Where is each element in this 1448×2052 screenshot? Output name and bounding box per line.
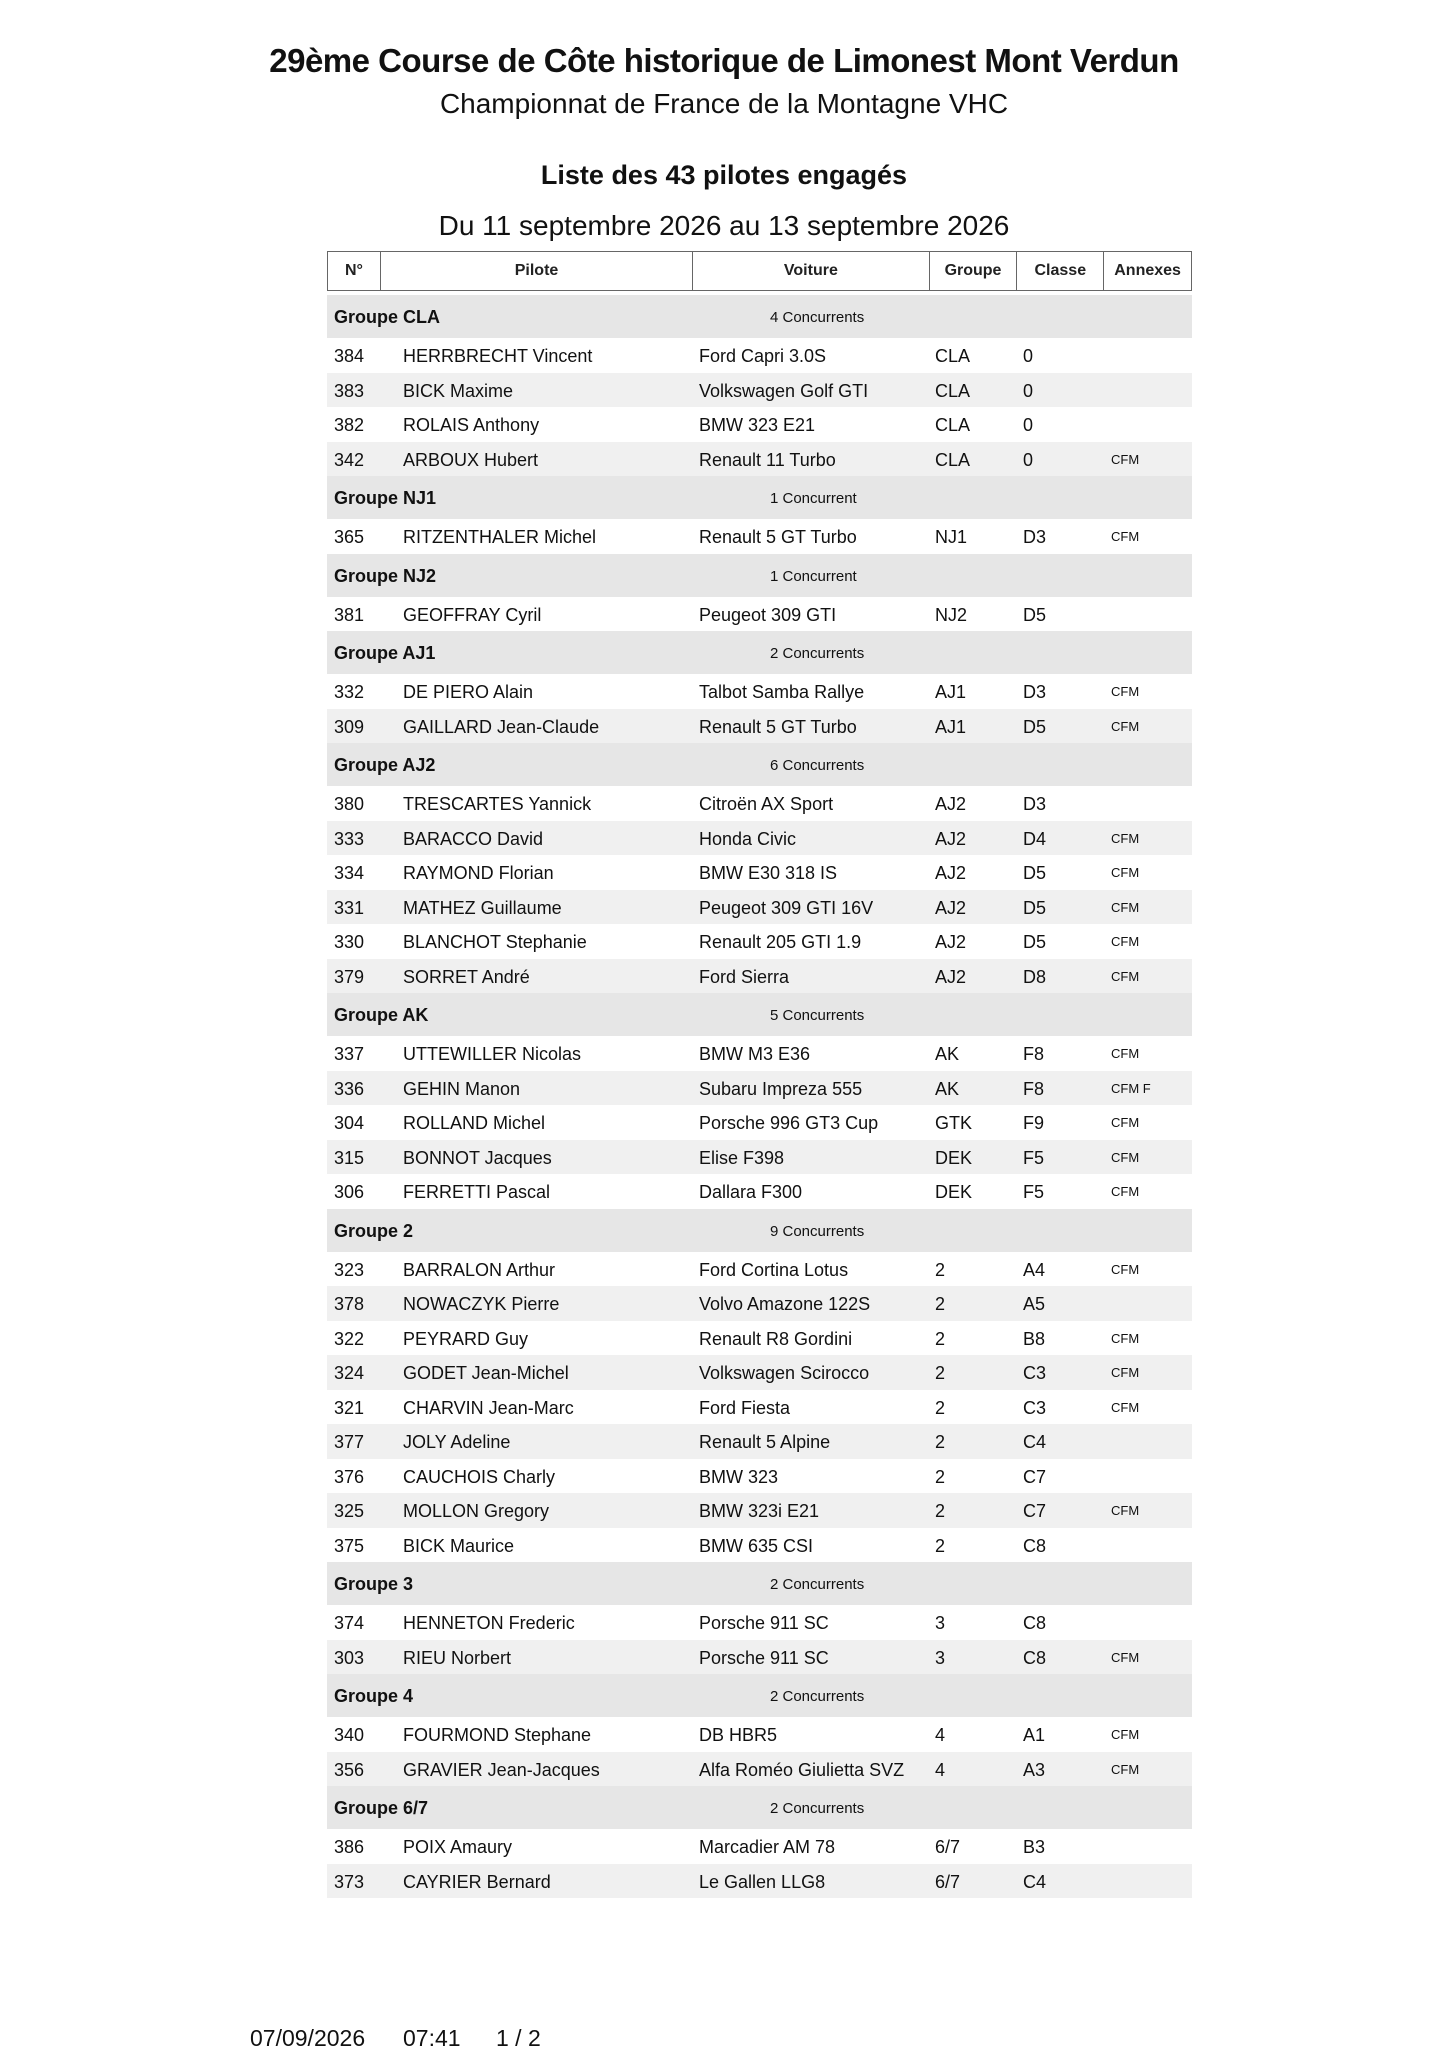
entry-annexes: CFM	[1111, 968, 1140, 984]
entry-group: AJ2	[935, 932, 967, 952]
entry-class: A1	[1023, 1725, 1046, 1745]
entry-annexes: CFM	[1111, 718, 1140, 734]
entry-number: 331	[334, 897, 365, 918]
entry-number: 330	[334, 932, 365, 952]
group-header-row	[327, 295, 1192, 338]
entry-group: AJ2	[935, 897, 967, 918]
entry-annexes: CFM	[1111, 899, 1140, 915]
pilot-name: GRAVIER Jean-Jacques	[403, 1759, 600, 1780]
entry-group: AJ2	[935, 863, 967, 883]
car-name: Volvo Amazone 122S	[699, 1294, 871, 1314]
car-name: Porsche 996 GT3 Cup	[699, 1113, 879, 1133]
entry-annexes: CFM	[1111, 1727, 1140, 1742]
car-name: BMW 323i E21	[699, 1501, 820, 1521]
table-row	[327, 407, 1192, 442]
entry-annexes: CFM	[1111, 865, 1140, 880]
footer-date: 07/09/2026	[250, 2025, 366, 2051]
table-row	[327, 1424, 1192, 1459]
entry-class: D3	[1023, 527, 1047, 547]
group-name: Groupe AJ2	[334, 755, 436, 775]
pilot-name: ROLLAND Michel	[403, 1113, 546, 1133]
entry-number: 315	[334, 1147, 365, 1168]
entry-class: B8	[1023, 1328, 1046, 1349]
pilot-name: RITZENTHALER Michel	[403, 527, 597, 547]
entry-class: C8	[1023, 1613, 1047, 1633]
car-name: Ford Capri 3.0S	[699, 346, 827, 366]
table-row	[327, 1355, 1192, 1390]
entry-group: AK	[935, 1044, 960, 1064]
entry-class: 0	[1023, 380, 1034, 401]
car-name: Subaru Impreza 555	[699, 1078, 863, 1099]
entry-group: AJ2	[935, 828, 967, 849]
pilot-name: BARRALON Arthur	[403, 1259, 556, 1280]
table-row	[327, 1390, 1192, 1425]
entry-group: CLA	[935, 449, 971, 470]
column-header-number: N°	[328, 252, 381, 290]
entry-number: 374	[334, 1613, 365, 1633]
entry-group: AK	[935, 1078, 960, 1099]
car-name: Ford Sierra	[699, 966, 790, 987]
entries-table	[327, 251, 1192, 1898]
entry-class: C4	[1023, 1871, 1047, 1892]
group-count: 4 Concurrents	[770, 309, 865, 326]
entry-group: 4	[935, 1759, 946, 1780]
pilot-name: RIEU Norbert	[403, 1647, 512, 1668]
entry-class: D5	[1023, 716, 1047, 737]
car-name: Renault 5 GT Turbo	[699, 716, 857, 737]
entry-group: 4	[935, 1725, 946, 1745]
table-body	[327, 295, 1192, 1898]
pilot-name: RAYMOND Florian	[403, 863, 554, 883]
table-row	[327, 1071, 1192, 1106]
car-name: BMW 323	[699, 1466, 779, 1487]
group-count: 5 Concurrents	[770, 1007, 865, 1024]
group-header-row	[327, 1674, 1192, 1717]
pilot-name: MATHEZ Guillaume	[403, 897, 562, 918]
pilot-name: GODET Jean-Michel	[403, 1363, 569, 1383]
table-row	[327, 1140, 1192, 1175]
pilot-name: SORRET André	[403, 966, 530, 987]
entry-number: 321	[334, 1397, 365, 1418]
car-name: Volkswagen Scirocco	[699, 1363, 870, 1383]
entry-number: 340	[334, 1725, 365, 1745]
car-name: Citroën AX Sport	[699, 794, 834, 814]
car-name: BMW M3 E36	[699, 1044, 811, 1064]
car-name: Porsche 911 SC	[699, 1613, 829, 1633]
entry-group: 2	[935, 1294, 946, 1314]
pilot-name: CAUCHOIS Charly	[403, 1466, 556, 1487]
entry-annexes: CFM	[1111, 934, 1140, 949]
entry-group: CLA	[935, 415, 971, 435]
entry-annexes: CFM	[1111, 1184, 1140, 1199]
entry-group: 3	[935, 1613, 946, 1633]
car-name: Peugeot 309 GTI 16V	[699, 897, 874, 918]
column-header-group: Groupe	[930, 252, 1018, 290]
entry-number: 325	[334, 1501, 365, 1521]
pilot-name: TRESCARTES Yannick	[403, 794, 592, 814]
entry-annexes: CFM	[1111, 1115, 1140, 1130]
pilot-name: FOURMOND Stephane	[403, 1725, 592, 1745]
table-row	[327, 959, 1192, 994]
car-name: Renault 5 Alpine	[699, 1432, 831, 1452]
group-header-row	[327, 1562, 1192, 1605]
entry-group: 2	[935, 1432, 946, 1452]
entry-class: D5	[1023, 863, 1047, 883]
entry-group: AJ2	[935, 966, 967, 987]
entry-number: 324	[334, 1363, 365, 1383]
entry-number: 337	[334, 1044, 365, 1064]
car-name: Dallara F300	[699, 1182, 803, 1202]
entry-class: D4	[1023, 828, 1047, 849]
table-row	[327, 1864, 1192, 1899]
group-count: 1 Concurrent	[770, 490, 857, 507]
entry-annexes: CFM	[1111, 1046, 1140, 1061]
entry-number: 336	[334, 1078, 365, 1099]
pilot-name: GAILLARD Jean-Claude	[403, 716, 600, 737]
entry-group: 6/7	[935, 1837, 961, 1857]
entry-group: 2	[935, 1397, 946, 1418]
pilot-name: CHARVIN Jean-Marc	[403, 1397, 574, 1418]
entry-number: 322	[334, 1328, 365, 1349]
car-name: Le Gallen LLG8	[699, 1871, 826, 1892]
entry-number: 380	[334, 794, 365, 814]
group-header-row	[327, 743, 1192, 786]
group-name: Groupe AJ1	[334, 643, 436, 663]
entry-class: C4	[1023, 1432, 1047, 1452]
group-count: 2 Concurrents	[770, 1800, 865, 1817]
pilot-name: UTTEWILLER Nicolas	[403, 1044, 582, 1064]
pilot-name: BICK Maurice	[403, 1535, 515, 1556]
table-row	[327, 338, 1192, 373]
car-name: Renault 5 GT Turbo	[699, 527, 857, 547]
pilot-name: GEHIN Manon	[403, 1078, 521, 1099]
entry-group: NJ2	[935, 604, 968, 625]
entry-annexes: CFM	[1111, 1261, 1140, 1277]
group-header-row	[327, 1209, 1192, 1252]
group-header-row	[327, 554, 1192, 597]
entry-annexes: CFM	[1111, 1761, 1140, 1777]
entry-class: D5	[1023, 604, 1047, 625]
car-name: Talbot Samba Rallye	[699, 682, 865, 702]
table-row	[327, 786, 1192, 821]
table-header	[327, 251, 1192, 291]
pilot-name: MOLLON Gregory	[403, 1501, 550, 1521]
entry-group: GTK	[935, 1113, 973, 1133]
entry-number: 382	[334, 415, 365, 435]
group-count: 6 Concurrents	[770, 757, 865, 774]
document-title: 29ème Course de Côte historique de Limonest Mont Verdun	[269, 42, 1179, 79]
table-row	[327, 442, 1192, 477]
entry-class: D3	[1023, 794, 1047, 814]
entry-number: 377	[334, 1432, 365, 1452]
table-row	[327, 373, 1192, 408]
entry-class: F9	[1023, 1113, 1045, 1133]
entry-class: 0	[1023, 415, 1034, 435]
entry-number: 376	[334, 1466, 365, 1487]
table-row	[327, 1174, 1192, 1209]
entry-class: 0	[1023, 449, 1034, 470]
table-row	[327, 1459, 1192, 1494]
table-row	[327, 1286, 1192, 1321]
table-row	[327, 1105, 1192, 1140]
entry-number: 381	[334, 604, 365, 625]
car-name: Volkswagen Golf GTI	[699, 380, 869, 401]
entry-class: C7	[1023, 1501, 1047, 1521]
pilot-name: HERRBRECHT Vincent	[403, 346, 593, 366]
footer-page-number: 1 / 2	[496, 2025, 541, 2051]
group-header-row	[327, 631, 1192, 674]
entry-number: 386	[334, 1837, 365, 1857]
pilot-name: HENNETON Frederic	[403, 1613, 575, 1633]
entry-number: 383	[334, 380, 365, 401]
column-header-car: Voiture	[693, 252, 929, 290]
car-name: Alfa Roméo Giulietta SVZ	[699, 1759, 905, 1780]
table-row	[327, 1829, 1192, 1864]
entry-group: NJ1	[935, 527, 968, 547]
entry-annexes: CFM	[1111, 1330, 1140, 1346]
car-name: Ford Fiesta	[699, 1397, 791, 1418]
pilot-name: BICK Maxime	[403, 380, 514, 401]
entry-group: 2	[935, 1363, 946, 1383]
car-name: Honda Civic	[699, 828, 797, 849]
document-subtitle: Championnat de France de la Montagne VHC	[439, 88, 1009, 119]
car-name: BMW E30 318 IS	[699, 863, 838, 883]
entry-number: 306	[334, 1182, 365, 1202]
entry-annexes: CFM	[1111, 1649, 1140, 1665]
entry-number: 379	[334, 966, 365, 987]
group-count: 2 Concurrents	[770, 645, 865, 662]
entry-group: 3	[935, 1647, 946, 1668]
group-count: 2 Concurrents	[770, 1576, 865, 1593]
list-title: Liste des 43 pilotes engagés	[540, 160, 908, 190]
group-count: 9 Concurrents	[770, 1222, 865, 1240]
pilot-name: DE PIERO Alain	[403, 682, 534, 702]
group-count: 2 Concurrents	[770, 1688, 865, 1705]
entry-class: 0	[1023, 346, 1034, 366]
entry-annexes: CFM	[1111, 1399, 1140, 1415]
group-header-row	[327, 993, 1192, 1036]
entry-group: 2	[935, 1259, 946, 1280]
pilot-name: BONNOT Jacques	[403, 1147, 552, 1168]
entry-group: AJ2	[935, 794, 967, 814]
footer-time: 07:41	[403, 2025, 461, 2051]
pilot-name: PEYRARD Guy	[403, 1328, 529, 1349]
entry-group: 2	[935, 1501, 946, 1521]
car-name: Peugeot 309 GTI	[699, 604, 837, 625]
entry-group: 2	[935, 1466, 946, 1487]
entry-group: CLA	[935, 380, 971, 401]
entry-class: C8	[1023, 1647, 1047, 1668]
entry-number: 332	[334, 682, 365, 702]
column-header-class: Classe	[1017, 252, 1104, 290]
pilot-name: ROLAIS Anthony	[403, 415, 540, 435]
group-header-row	[327, 476, 1192, 519]
entry-class: B3	[1023, 1837, 1046, 1857]
group-name: Groupe 6/7	[334, 1798, 429, 1818]
group-name: Groupe 3	[334, 1574, 414, 1594]
entry-number: 375	[334, 1535, 365, 1556]
pilot-name: GEOFFRAY Cyril	[403, 604, 542, 625]
entry-annexes: CFM	[1111, 1503, 1140, 1518]
entry-group: AJ1	[935, 716, 967, 737]
group-name: Groupe CLA	[334, 307, 440, 327]
pilot-name: JOLY Adeline	[403, 1432, 511, 1452]
entry-class: F5	[1023, 1182, 1045, 1202]
table-row	[327, 597, 1192, 632]
table-row	[327, 674, 1192, 709]
entry-group: 6/7	[935, 1871, 961, 1892]
entry-annexes: CFM	[1111, 1149, 1140, 1165]
entry-class: A4	[1023, 1259, 1046, 1280]
column-header-annexes: Annexes	[1114, 262, 1181, 279]
car-name: DB HBR5	[699, 1725, 778, 1745]
pilot-name: ARBOUX Hubert	[403, 449, 539, 470]
entry-annexes: CFM	[1111, 684, 1140, 699]
car-name: Porsche 911 SC	[699, 1647, 829, 1668]
entry-number: 356	[334, 1759, 365, 1780]
entry-number: 303	[334, 1647, 365, 1668]
event-dates: Du 11 septembre 2026 au 13 septembre 2026	[438, 210, 1010, 241]
entry-class: C8	[1023, 1535, 1047, 1556]
entry-group: AJ1	[935, 682, 967, 702]
entry-group: DEK	[935, 1147, 973, 1168]
group-name: Groupe AK	[334, 1005, 429, 1025]
entry-number: 333	[334, 828, 365, 849]
entry-class: C3	[1023, 1397, 1047, 1418]
entry-number: 384	[334, 346, 365, 366]
column-header-pilot: Pilote	[381, 252, 693, 290]
entry-class: F8	[1023, 1078, 1045, 1099]
entry-annexes: CFM	[1111, 830, 1140, 846]
entry-class: D5	[1023, 932, 1047, 952]
table-row	[327, 519, 1192, 554]
entry-group: 2	[935, 1535, 946, 1556]
pilot-name: BARACCO David	[403, 828, 544, 849]
entry-group: CLA	[935, 346, 971, 366]
table-row	[327, 709, 1192, 744]
table-row	[327, 1528, 1192, 1563]
car-name: Renault 205 GTI 1.9	[699, 932, 862, 952]
entry-number: 334	[334, 863, 365, 883]
group-name: Groupe 2	[334, 1220, 414, 1241]
table-row	[327, 1252, 1192, 1287]
entry-annexes: CFM	[1111, 451, 1140, 467]
table-row	[327, 821, 1192, 856]
car-name: Elise F398	[699, 1147, 785, 1168]
entry-class: F8	[1023, 1044, 1045, 1064]
table-row	[327, 1717, 1192, 1752]
group-name: Groupe NJ1	[334, 488, 437, 508]
car-name: Marcadier AM 78	[699, 1837, 836, 1857]
entry-annexes: CFM	[1111, 1365, 1140, 1380]
entry-group: 2	[935, 1328, 946, 1349]
group-name: Groupe NJ2	[334, 565, 437, 586]
table-row	[327, 1605, 1192, 1640]
car-name: BMW 635 CSI	[699, 1535, 814, 1556]
car-name: BMW 323 E21	[699, 415, 816, 435]
entry-annexes: CFM F	[1111, 1080, 1151, 1096]
entry-annexes: CFM	[1111, 529, 1140, 544]
entry-class: C3	[1023, 1363, 1047, 1383]
entry-number: 373	[334, 1871, 365, 1892]
group-name: Groupe 4	[334, 1686, 414, 1706]
table-row	[327, 924, 1192, 959]
entry-class: D8	[1023, 966, 1047, 987]
entry-number: 309	[334, 716, 365, 737]
entry-class: F5	[1023, 1147, 1045, 1168]
car-name: Renault 11 Turbo	[699, 449, 836, 470]
pilot-name: NOWACZYK Pierre	[403, 1294, 560, 1314]
entry-number: 342	[334, 449, 365, 470]
table-row	[327, 855, 1192, 890]
car-name: Ford Cortina Lotus	[699, 1259, 849, 1280]
table-row	[327, 1493, 1192, 1528]
table-row	[327, 1640, 1192, 1675]
entry-group: DEK	[935, 1182, 973, 1202]
pilot-name: CAYRIER Bernard	[403, 1871, 551, 1892]
group-count: 1 Concurrent	[770, 567, 857, 585]
entry-class: C7	[1023, 1466, 1047, 1487]
entry-number: 304	[334, 1113, 365, 1133]
pilot-name: POIX Amaury	[403, 1837, 513, 1857]
entry-number: 365	[334, 527, 365, 547]
entry-class: A3	[1023, 1759, 1046, 1780]
pilot-name: BLANCHOT Stephanie	[403, 932, 587, 952]
entry-class: D5	[1023, 897, 1047, 918]
pilot-name: FERRETTI Pascal	[403, 1182, 551, 1202]
table-row	[327, 1321, 1192, 1356]
group-header-row	[327, 1786, 1192, 1829]
table-row	[327, 1036, 1192, 1071]
entry-class: D3	[1023, 682, 1047, 702]
car-name: Renault R8 Gordini	[699, 1328, 853, 1349]
entry-class: A5	[1023, 1294, 1046, 1314]
table-row	[327, 890, 1192, 925]
entry-number: 323	[334, 1259, 365, 1280]
table-row	[327, 1752, 1192, 1787]
entry-number: 378	[334, 1294, 365, 1314]
